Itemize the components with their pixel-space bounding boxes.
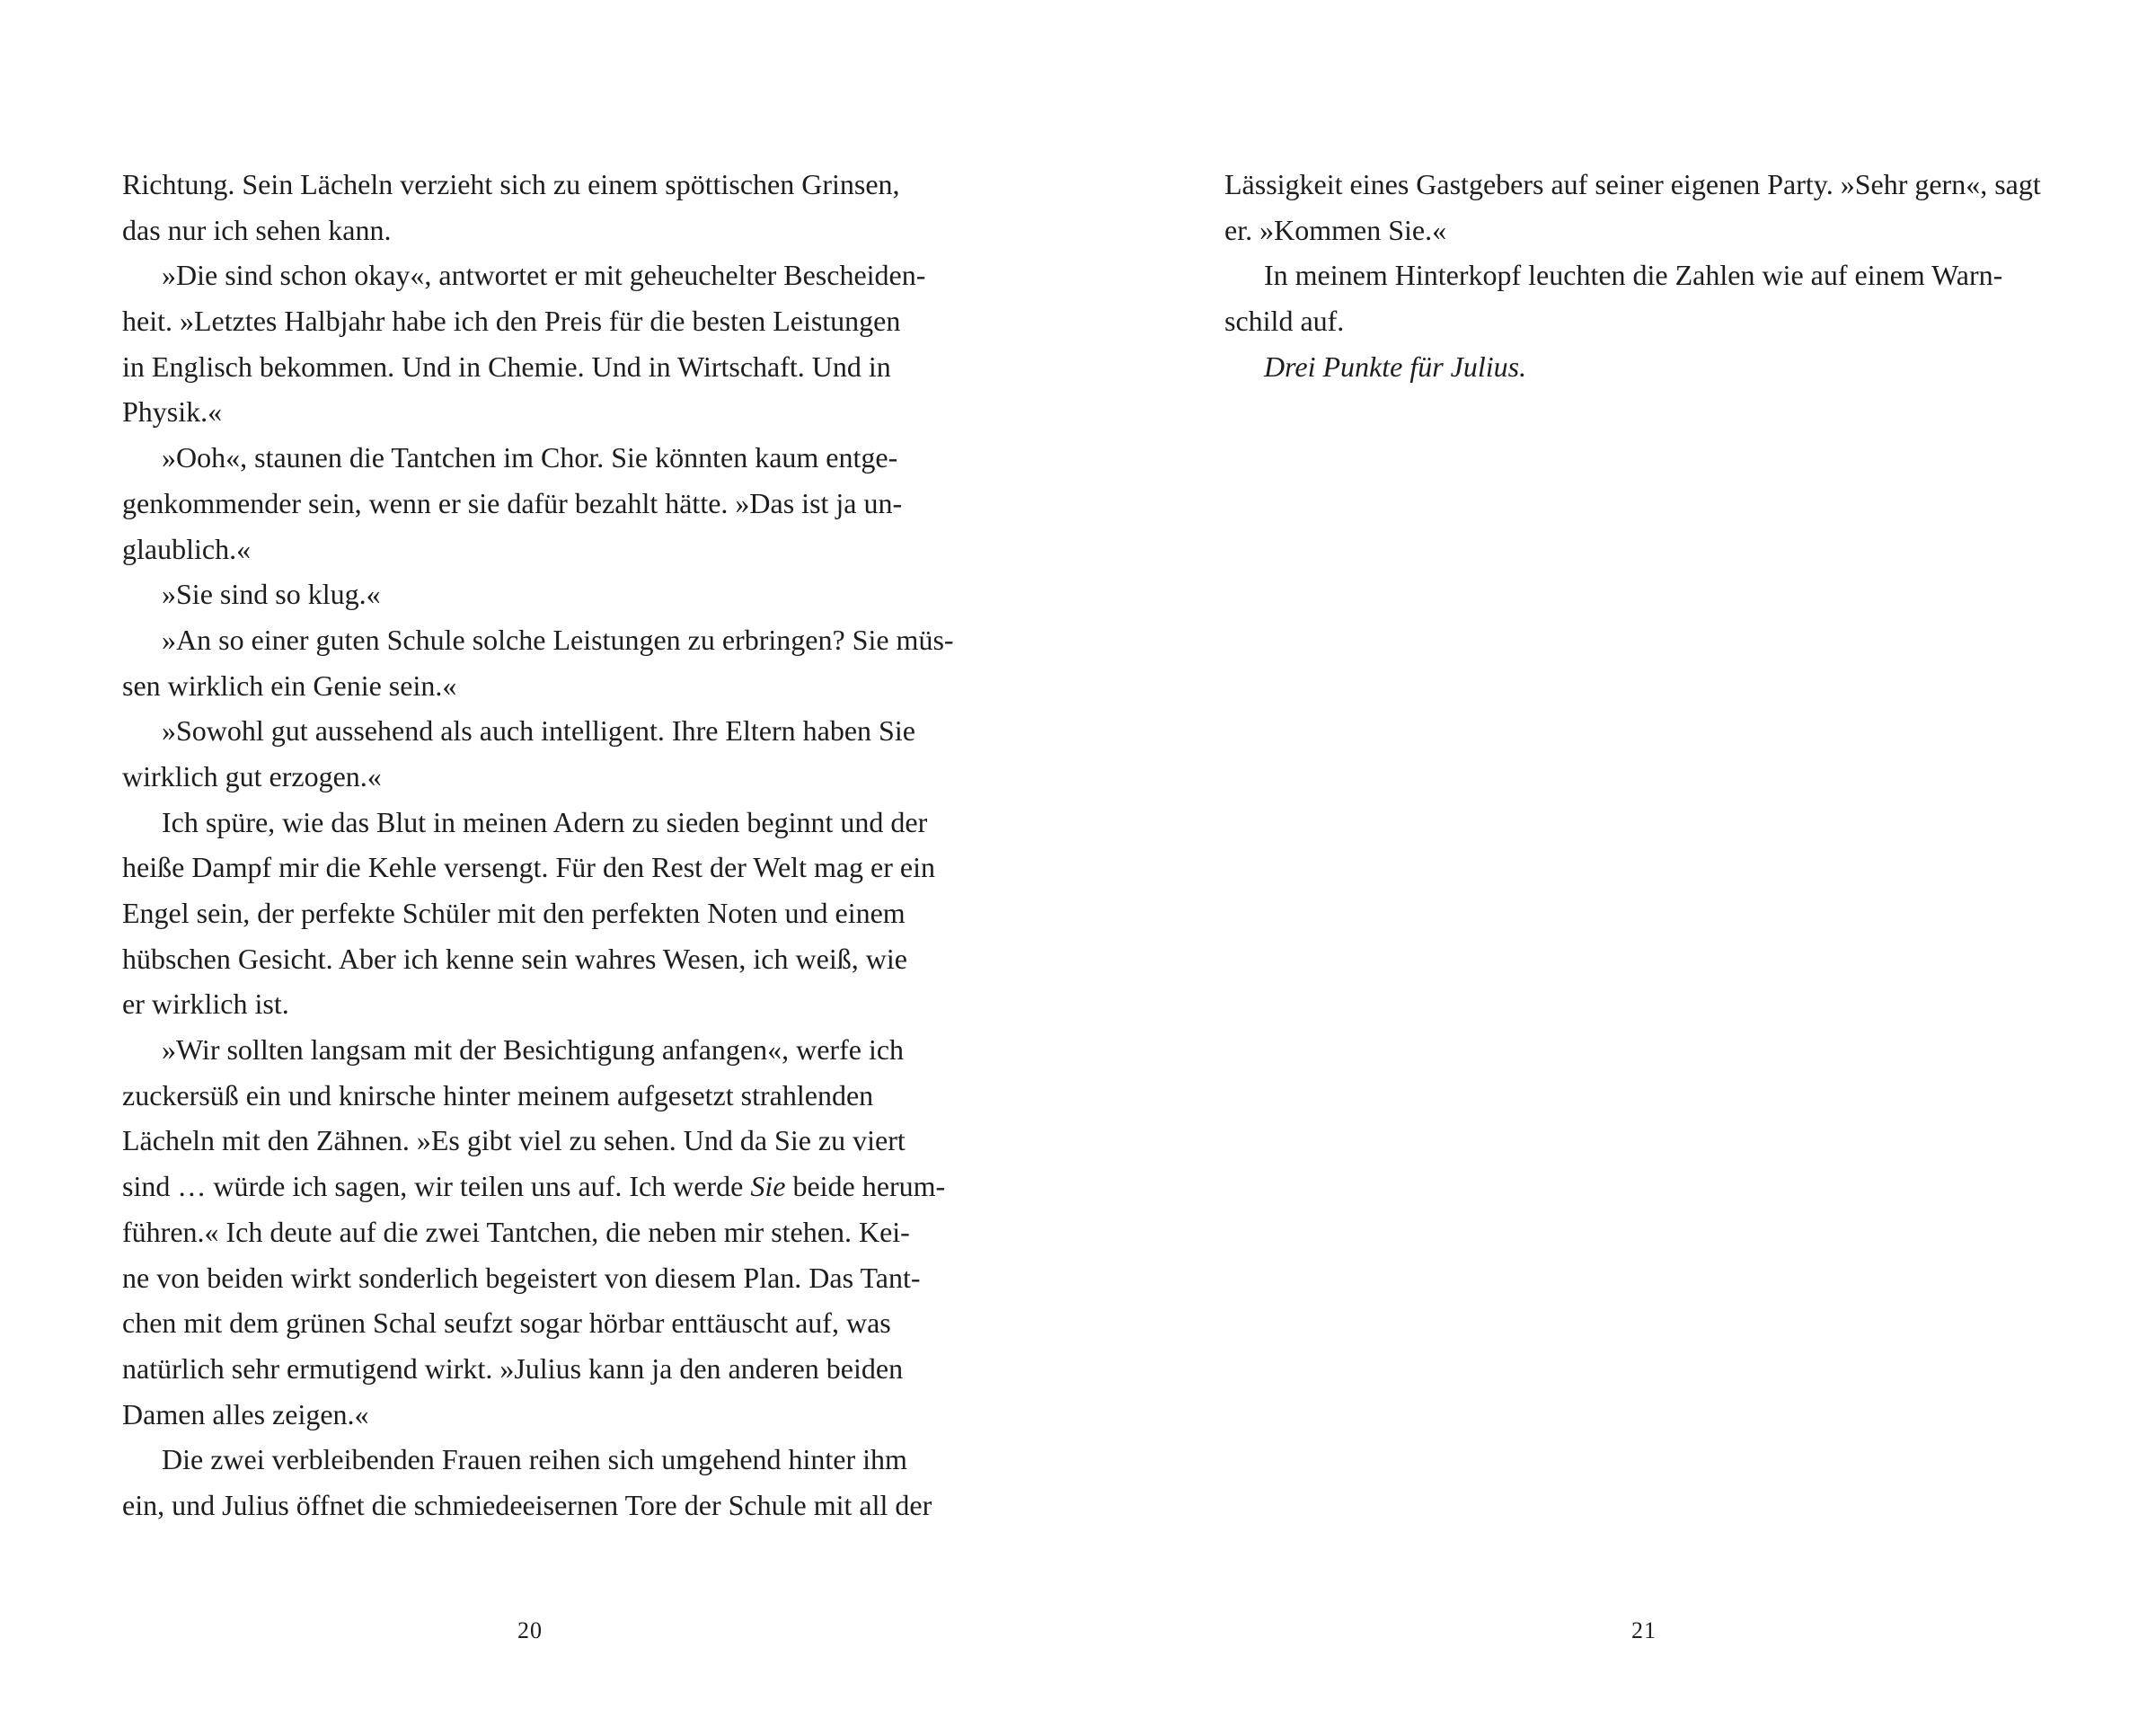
text-line: das nur ich sehen kann. [122,213,392,246]
text-line: In meinem Hinterkopf leuchten die Zahlen wie auf einem Warn- [1264,259,2003,292]
text-line: heit. »Letztes Halbjahr habe ich den Preis für die besten Leistungen [122,305,901,338]
text-line: zuckersüß ein und knirsche hinter meinem aufgesetzt strahlenden [122,1078,874,1111]
text-line: Die zwei verbleibenden Frauen reihen sich umgehend hinter ihm [162,1443,907,1476]
text-line: Lässigkeit eines Gastgebers auf seiner eigenen Party. »Sehr gern«, sagt [1224,168,2041,200]
text-line: chen mit dem grünen Schal seufzt sogar hörbar enttäuscht auf, was [122,1306,891,1340]
text-line: »Die sind schon okay«, antwortet er mit geheuchelter Bescheiden- [162,259,926,292]
text-line: Lächeln mit den Zähnen. »Es gibt viel zu sehen. Und da Sie zu viert [122,1124,906,1157]
text-line: »Sowohl gut aussehend als auch intelligent. Ihre Eltern haben Sie [162,714,915,748]
text-line: Damen alles zeigen.« [122,1397,369,1430]
text-line: genkommender sein, wenn er sie dafür bezahlt hätte. »Das ist ja un- [122,486,903,519]
right-page [1078,0,2156,1718]
page-number: 20 [517,1617,543,1643]
text-line: führen.« Ich deute auf die zwei Tantchen, die neben mir stehen. Kei- [122,1215,910,1248]
text-line: natürlich sehr ermutigend wirkt. »Julius kann ja den anderen beiden [122,1351,904,1385]
text-line: ein, und Julius öffnet die schmiedeeisernen Tore der Schule mit all der [122,1488,932,1521]
text-line: »Sie sind so klug.« [162,578,381,611]
emphasized-word: Sie [750,1170,786,1203]
text-line: glaublich.« [122,532,252,565]
text-line: heiße Dampf mir die Kehle versengt. Für den Rest der Welt mag er ein [122,851,935,884]
text-line: er wirklich ist. [122,987,289,1021]
page-number: 21 [1631,1617,1657,1643]
text-line: »An so einer guten Schule solche Leistungen zu erbringen? Sie müs- [162,623,954,656]
text-line: schild auf. [1224,305,1345,338]
text-segment: beide herum- [792,1170,946,1203]
text-line: er. »Kommen Sie.« [1224,213,1447,246]
text-line: Ich spüre, wie das Blut in meinen Adern zu sieden beginnt und der [162,805,928,838]
text-line-mixed [122,1164,956,1209]
text-line: hübschen Gesicht. Aber ich kenne sein wahres Wesen, ich weiß, wie [122,942,907,975]
text-line: Richtung. Sein Lächeln verzieht sich zu einem spöttischen Grinsen, [122,168,900,200]
text-segment: sind … würde ich sagen, wir teilen uns auf. Ich werde [122,1170,744,1203]
italic-text-line: Drei Punkte für Julius. [1264,350,1527,383]
text-line: sen wirklich ein Genie sein.« [122,669,457,702]
right-page-text [1224,162,2058,389]
text-line: »Ooh«, staunen die Tantchen im Chor. Sie könnten kaum entge- [162,441,898,474]
text-line: »Wir sollten langsam mit der Besichtigung anfangen«, werfe ich [162,1033,905,1067]
text-line: wirklich gut erzogen.« [122,759,382,793]
text-line: Physik.« [122,395,223,429]
text-line: in Englisch bekommen. Und in Chemie. Und in Wirtschaft. Und in [122,350,891,383]
text-line: Engel sein, der perfekte Schüler mit den perfekten Noten und einem [122,897,906,929]
text-line: ne von beiden wirkt sonderlich begeistert von diesem Plan. Das Tant- [122,1261,921,1294]
left-page-text [122,162,956,1528]
